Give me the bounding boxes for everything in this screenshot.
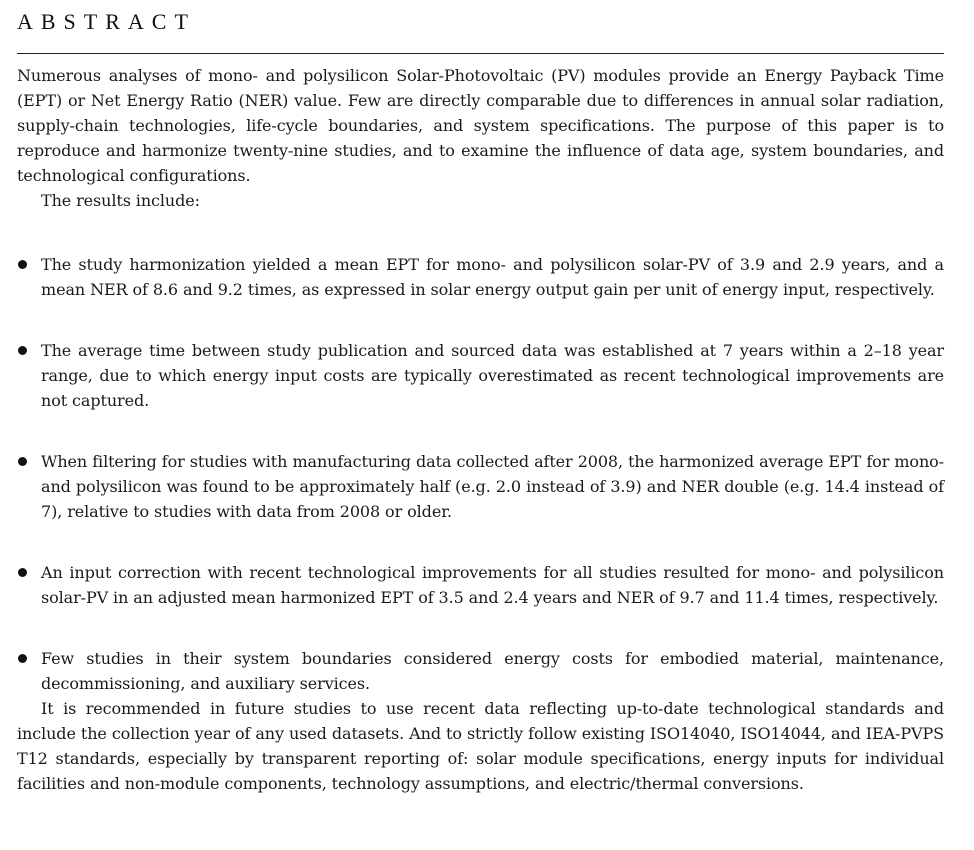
bullet-icon xyxy=(18,654,27,663)
abstract-intro: Numerous analyses of mono- and polysilicon Solar-Photovoltaic (PV) modules provide an Energy Payback Time (EPT) or Net Energy Ratio (NER) value. Few are directly comparable due to differences in annual solar radiation, supply-chain technologies, life-cycle boundaries, and system specifications. The purpose of this paper is to reproduce and harmonize twenty-nine studies, and to examine the influence of data age, system boundaries, and technological configurations. xyxy=(17,66,944,185)
result-item xyxy=(17,646,944,696)
result-text: The average time between study publication and sourced data was established at 7 years within a 2–18 year range, due to which energy input costs are typically overestimated as recent technological improvements are not captured. xyxy=(41,341,944,410)
result-item xyxy=(17,338,944,413)
abstract-body xyxy=(17,63,944,796)
recommendation-paragraph: It is recommended in future studies to use recent data reflecting up-to-date technological standards and include the collection year of any used datasets. And to strictly follow existing ISO14040, ISO14044, and IEA-PVPS T12 standards, especially by transparent reporting of: solar module specifications, energy inputs for individual facilities and non-module components, technology assumptions, and electric/thermal conversions. xyxy=(17,699,944,793)
bullet-icon xyxy=(18,346,27,355)
result-text: An input correction with recent technological improvements for all studies resulted for mono- and polysilicon solar-PV in an adjusted mean harmonized EPT of 3.5 and 2.4 years and NER of 9.7 and 11.4 times, respectively. xyxy=(41,563,944,607)
bullet-icon xyxy=(18,457,27,466)
result-text: Few studies in their system boundaries considered energy costs for embodied material, maintenance, decommissioning, and auxiliary services. xyxy=(41,649,944,693)
result-item xyxy=(17,560,944,610)
abstract-heading: ABSTRACT xyxy=(17,9,196,34)
result-item xyxy=(17,449,944,524)
result-text: When filtering for studies with manufacturing data collected after 2008, the harmonized average EPT for mono- and polysilicon was found to be approximately half (e.g. 2.0 instead of 3.9) and NER double (e.g. 14.4 instead of 7), relative to studies with data from 2008 or older. xyxy=(41,452,944,521)
heading-divider xyxy=(17,53,944,54)
result-text: The study harmonization yielded a mean EPT for mono- and polysilicon solar-PV of 3.9 and 2.9 years, and a mean NER of 8.6 and 9.2 times, as expressed in solar energy output gain per unit of energy input, respectively. xyxy=(41,255,944,299)
result-item xyxy=(17,252,944,302)
bullet-icon xyxy=(18,568,27,577)
results-label: The results include: xyxy=(41,191,200,210)
results-list xyxy=(17,252,944,696)
bullet-icon xyxy=(18,260,27,269)
